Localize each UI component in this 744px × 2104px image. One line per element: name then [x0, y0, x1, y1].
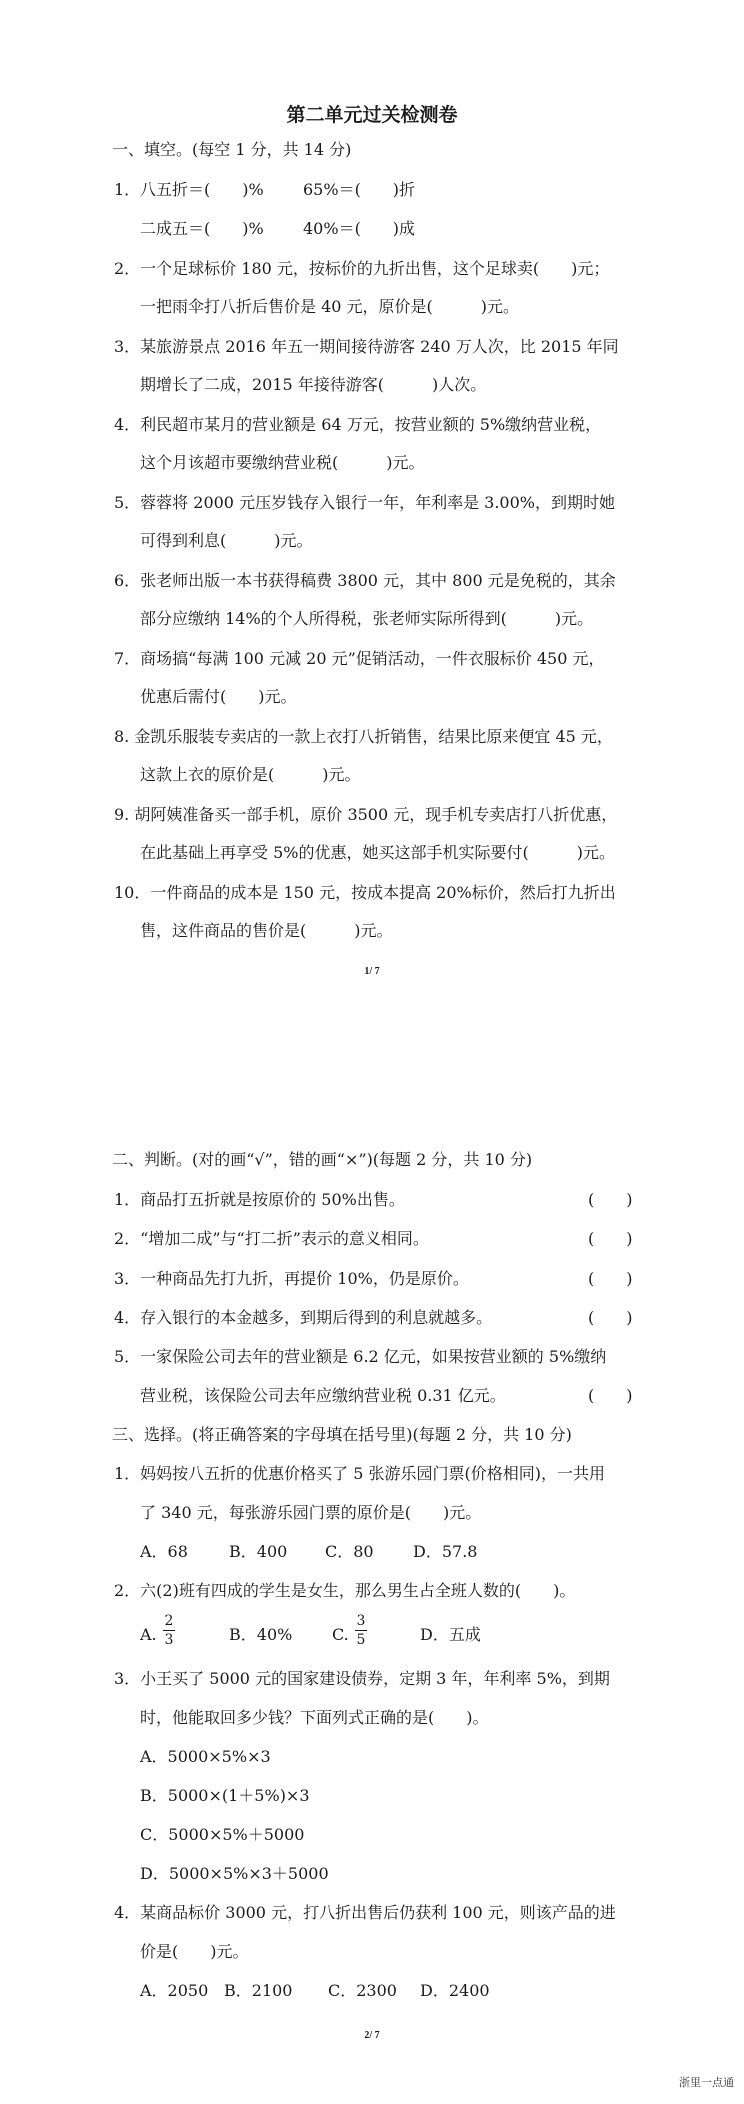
choice-q3-option-a: A．5000×5%×3: [140, 1747, 271, 1766]
q7-line2: 优惠后需付( )元。: [140, 687, 297, 706]
choice-q1-option-c: C．80: [325, 1542, 374, 1561]
q1-b: 65%＝( )折: [303, 180, 416, 199]
choice-q4-option-c: C．2300: [328, 1981, 397, 2000]
choice-q2-option-c: C.: [332, 1625, 349, 1644]
watermark-text: 浙里一点通: [679, 2076, 734, 2089]
judge-q3-bracket: ( ): [588, 1269, 633, 1288]
choice-q3-option-d: D．5000×5%×3＋5000: [140, 1864, 329, 1883]
choice-q3-line2: 时，他能取回多少钱？下面列式正确的是( )。: [140, 1708, 489, 1727]
q3-line1: 3．某旅游景点 2016 年五一期间接待游客 240 万人次，比 2015 年同: [114, 337, 619, 356]
judge-q1-bracket: ( ): [588, 1190, 633, 1209]
judge-q5-line2: 营业税，该保险公司去年应缴纳营业税 0.31 亿元。: [140, 1386, 506, 1405]
choice-q1-option-b: B．400: [229, 1542, 288, 1561]
q1-a: 八五折＝( )%: [140, 180, 264, 199]
judge-q2-bracket: ( ): [588, 1229, 633, 1248]
choice-q3-option-b: B．5000×(1＋5%)×3: [140, 1786, 310, 1805]
q10-line1: 10．一件商品的成本是 150 元，按成本提高 20%标价，然后打九折出: [114, 883, 616, 902]
q6-line1: 6．张老师出版一本书获得稿费 3800 元，其中 800 元是免税的，其余: [114, 571, 616, 590]
q3-line2: 期增长了二成，2015 年接待游客( )人次。: [140, 375, 487, 394]
section-fill-heading: 一、填空。(每空 1 分，共 14 分): [112, 140, 352, 159]
choice-q1-option-a: A．68: [140, 1542, 188, 1561]
q5-line2: 可得到利息( )元。: [140, 531, 313, 550]
choice-q2-option-a-numerator: 2: [164, 1613, 174, 1629]
choice-q4-line1: 4．某商品标价 3000 元，打八折出售后仍获利 100 元，则该产品的进: [114, 1903, 616, 1922]
judge-q2: 2．“增加二成”与“打二折”表示的意义相同。: [114, 1229, 429, 1248]
choice-q2-option-b: B．40%: [229, 1625, 293, 1644]
q1-label: 1．: [114, 180, 141, 199]
choice-q3-option-c: C．5000×5%＋5000: [140, 1825, 305, 1844]
choice-q2-option-a-denominator: 3: [164, 1632, 174, 1648]
q2-line2: 一把雨伞打八折后售价是 40 元，原价是( )元。: [140, 297, 520, 316]
q1-d: 40%＝( )成: [303, 219, 416, 238]
choice-q1-option-d: D．57.8: [413, 1542, 478, 1561]
q6-line2: 部分应缴纳 14%的个人所得税，张老师实际所得到( )元。: [140, 609, 594, 628]
q2-line1: 2．一个足球标价 180 元，按标价的九折出售，这个足球卖( )元；: [114, 259, 610, 278]
choice-q1-line2: 了 340 元，每张游乐园门票的原价是( )元。: [140, 1503, 482, 1522]
choice-q4-option-b: B．2100: [224, 1981, 293, 2000]
judge-q5-bracket: ( ): [588, 1386, 633, 1405]
choice-q2-option-c-fraction-bar: [355, 1630, 367, 1631]
choice-q2-option-c-numerator: 3: [356, 1613, 366, 1629]
section-choice-heading: 三、选择。(将正确答案的字母填在括号里)(每题 2 分，共 10 分): [112, 1425, 572, 1444]
q7-line1: 7．商场搞“每满 100 元减 20 元”促销活动，一件衣服标价 450 元，: [114, 649, 605, 668]
q1-c: 二成五＝( )%: [140, 219, 264, 238]
choice-q4-option-d: D．2400: [420, 1981, 490, 2000]
choice-q2-option-c-denominator: 5: [356, 1632, 366, 1648]
choice-q2-line1: 2．六(2)班有四成的学生是女生，那么男生占全班人数的( )。: [114, 1581, 576, 1600]
q5-line1: 5．蓉蓉将 2000 元压岁钱存入银行一年，年利率是 3.00%，到期时她: [114, 493, 615, 512]
q8-line1: 8. 金凯乐服装专卖店的一款上衣打八折销售，结果比原来便宜 45 元，: [114, 727, 613, 746]
page-number-2: 2/ 7: [364, 2030, 380, 2041]
choice-q1-line1: 1．妈妈按八五折的优惠价格买了 5 张游乐园门票(价格相同)，一共用: [114, 1464, 606, 1483]
choice-q2-option-a: A.: [140, 1625, 157, 1644]
q4-line1: 4．利民超市某月的营业额是 64 万元，按营业额的 5%缴纳营业税，: [114, 415, 602, 434]
q4-line2: 这个月该超市要缴纳营业税( )元。: [140, 453, 425, 472]
q8-line2: 这款上衣的原价是( )元。: [140, 765, 361, 784]
choice-q4-line2: 价是( )元。: [140, 1942, 249, 1961]
choice-q3-line1: 3．小王买了 5000 元的国家建设债券，定期 3 年，年利率 5%，到期: [114, 1669, 610, 1688]
judge-q3: 3．一种商品先打九折，再提价 10%，仍是原价。: [114, 1269, 469, 1288]
judge-q4-bracket: ( ): [588, 1308, 633, 1327]
q10-line2: 售，这件商品的售价是( )元。: [140, 921, 393, 940]
choice-q4-option-a: A．2050: [140, 1981, 209, 2000]
choice-q2-option-d: D．五成: [420, 1625, 481, 1644]
q9-line1: 9. 胡阿姨准备买一部手机，原价 3500 元，现手机专卖店打八折优惠，: [114, 805, 618, 824]
q9-line2: 在此基础上再享受 5%的优惠，她买这部手机实际要付( )元。: [140, 843, 615, 862]
page-title: 第二单元过关检测卷: [286, 104, 458, 126]
choice-q2-option-a-fraction-bar: [163, 1630, 175, 1631]
section-judge-heading: 二、判断。(对的画“√”，错的画“×”)(每题 2 分，共 10 分): [112, 1150, 533, 1169]
judge-q4: 4．存入银行的本金越多，到期后得到的利息就越多。: [114, 1308, 493, 1327]
page-number-1: 1/ 7: [364, 966, 380, 977]
judge-q5-line1: 5．一家保险公司去年的营业额是 6.2 亿元，如果按营业额的 5%缴纳: [114, 1347, 607, 1366]
judge-q1: 1．商品打五折就是按原价的 50%出售。: [114, 1190, 405, 1209]
